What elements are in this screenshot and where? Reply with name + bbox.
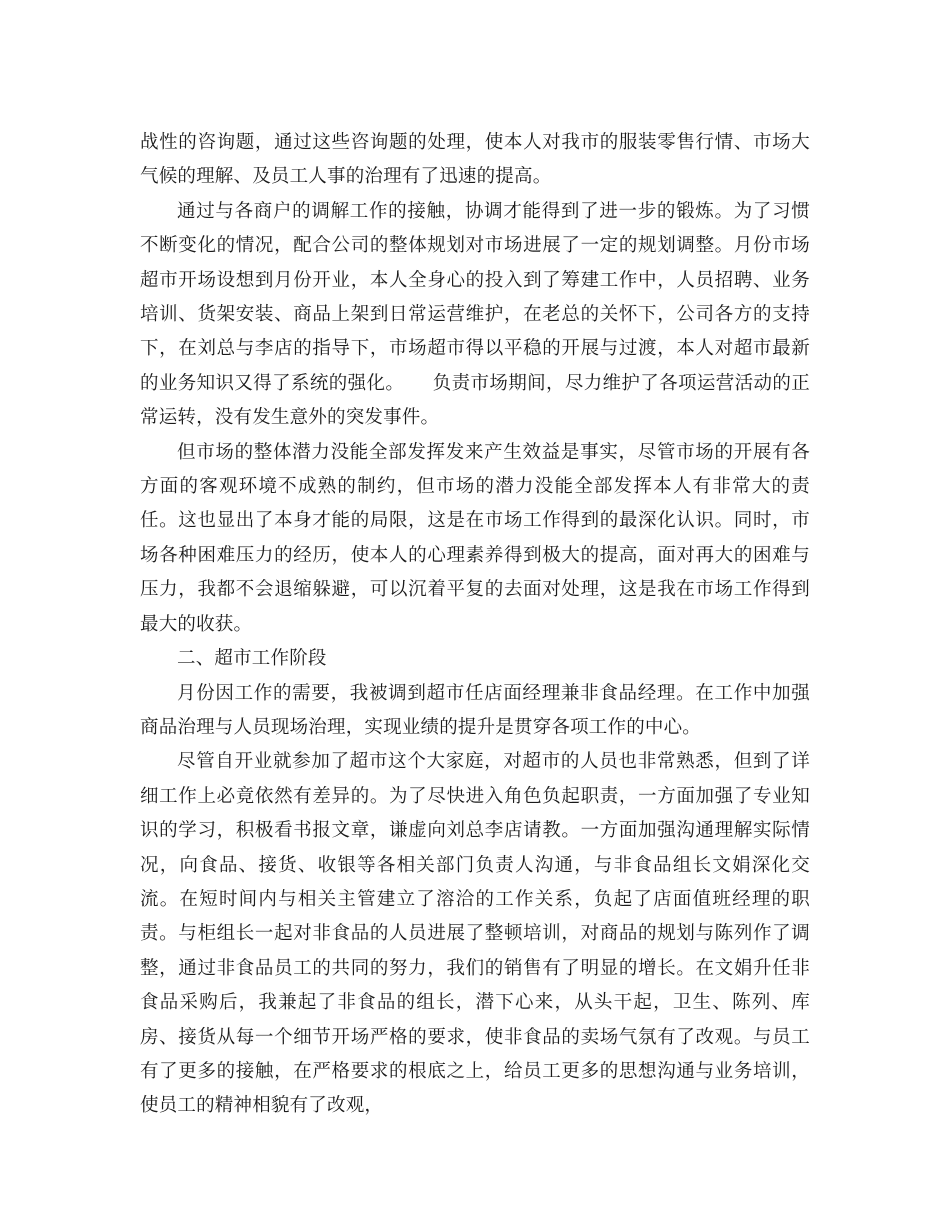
section-heading-supermarket-stage: 二、超市工作阶段 [177,648,327,670]
paragraph-continuation: 战性的咨询题，通过这些咨询题的处理，使本人对我市的服装零售行情、市场大气候的理解、及员工人事的治理有了迅速的提高。 [140,132,810,188]
document-body [140,126,810,1124]
paragraph-transfer: 月份因工作的需要，我被调到超市任店面经理兼非食品经理。在工作中加强商品治理与人员现场治理，实现业绩的提升是贯穿各项工作的中心。 [140,682,810,738]
paragraph-work-details: 尽管自开业就参加了超市这个大家庭，对超市的人员也非常熟悉，但到了详细工作上必竟依然有差异的。为了尽快进入角色负起职责，一方面加强了专业知识的学习，积极看书报文章，谦虚向刘总李店请教。一方面加强沟通理解实际情况，向食品、接货、收银等各相关部门负责人沟通，与非食品组长文娟深化交流。在短时间内与相关主管建立了溶洽的工作关系，负起了店面值班经理的职责。与柜组长一起对非食品的人员进展了整顿培训，对商品的规划与陈列作了调整，通过非食品员工的共同的努力，我们的销售有了明显的增长。在文娟升任非食品采购后，我兼起了非食品的组长，潜下心来，从头干起，卫生、陈列、库房、接货从每一个细节开场严格的要求，使非食品的卖场气氛有了改观。与员工有了更多的接触，在严格要求的根底之上，给员工更多的思想沟通与业务培训，使员工的精神相貌有了改观， [140,751,810,1117]
paragraph-coordination: 通过与各商户的调解工作的接触，协调才能得到了进一步的锻炼。为了习惯不断变化的情况，配合公司的整体规划对市场进展了一定的规划调整。月份市场超市开场设想到月份开业，本人全身心的投入到了筹建工作中，人员招聘、业务培训、货架安装、商品上架到日常运营维护，在老总的关怀下，公司各方的支持下，在刘总与李店的指导下，市场超市得以平稳的开展与过渡，本人对超市最新的业务知识又得了系统的强化。 负责市场期间，尽力维护了各项运营活动的正常运转，没有发生意外的突发事件。 [140,200,810,429]
paragraph-market-potential: 但市场的整体潜力没能全部发挥发来产生效益是事实，尽管市场的开展有各方面的客观环境不成熟的制约，但市场的潜力没能全部发挥本人有非常大的责任。这也显出了本身才能的局限，这是在市场工作得到的最深化认识。同时，市场各种困难压力的经历，使本人的心理素养得到极大的提高，面对再大的困难与压力，我都不会退缩躲避，可以沉着平复的去面对处理，这是我在市场工作得到最大的收获。 [140,441,810,635]
